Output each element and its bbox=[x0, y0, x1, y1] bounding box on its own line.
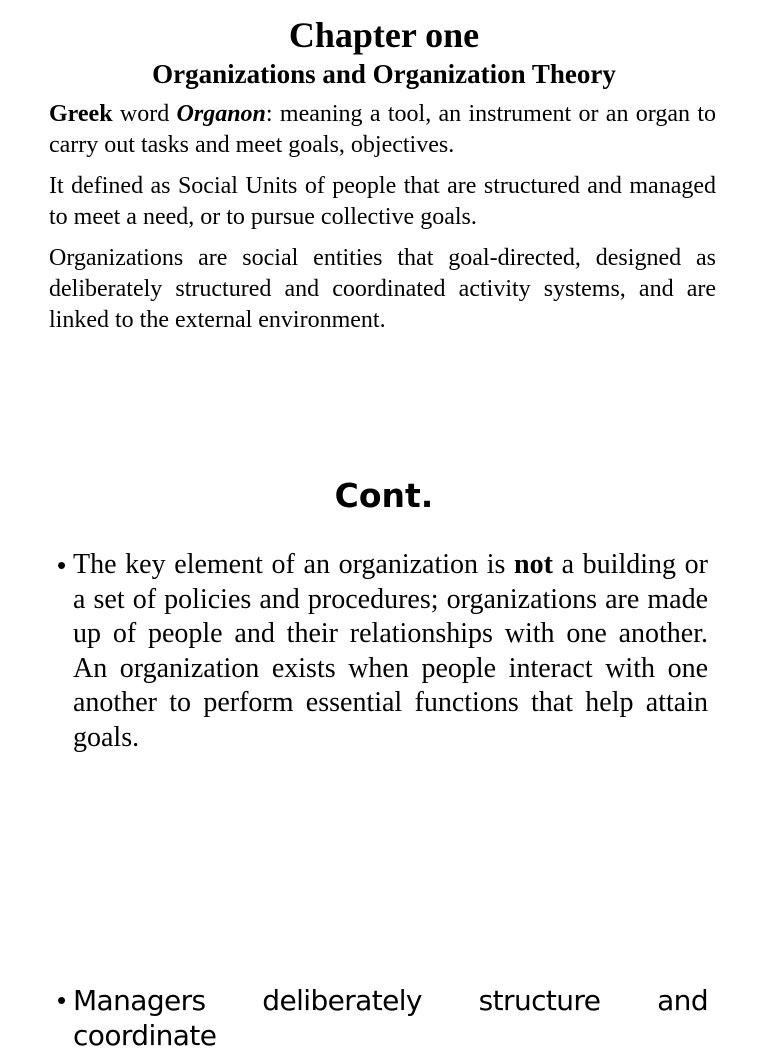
slide-cont bbox=[0, 470, 768, 755]
text-meaning: : meaning a tool, an instrument or an organ to carry out tasks and meet goals, objectives. bbox=[49, 101, 716, 158]
bullet-text-before: The key element of an organization is bbox=[73, 549, 515, 580]
term-greek: Greek bbox=[49, 101, 113, 127]
paragraph-etymology bbox=[49, 99, 716, 161]
paragraph-definition: It defined as Social Units of people that are structured and managed to meet a need, or to pursue collective goals. bbox=[49, 173, 716, 230]
bullet-text-after: a building or a set of policies and procedures; organizations are made up of people and their relationships with one another. An organization exists when people interact with one another to perform essential functions that help attain goals. bbox=[73, 549, 708, 753]
term-organon: Organon bbox=[176, 101, 266, 127]
bullet-dot: • bbox=[57, 985, 67, 1015]
paragraph-social-entities: Organizations are social entities that goal-directed, designed as deliberately structured and coordinated activity systems, and are linked to the external environment. bbox=[49, 245, 716, 333]
cont-title: Cont. bbox=[334, 476, 434, 515]
slide-chapter-one bbox=[0, 0, 768, 336]
chapter-subtitle: Organizations and Organization Theory bbox=[152, 59, 616, 89]
bullet-text bbox=[73, 548, 708, 755]
text-word: word bbox=[112, 101, 177, 127]
bullet-text-bold: not bbox=[514, 549, 553, 580]
bullet-item bbox=[57, 983, 708, 1053]
bullet-dot: • bbox=[57, 550, 67, 580]
slide-managers bbox=[0, 980, 768, 1053]
chapter-title: Chapter one bbox=[288, 15, 480, 55]
bullet-text: Managers deliberately structure and coordinate bbox=[73, 984, 708, 1052]
bullet-item bbox=[57, 548, 708, 755]
